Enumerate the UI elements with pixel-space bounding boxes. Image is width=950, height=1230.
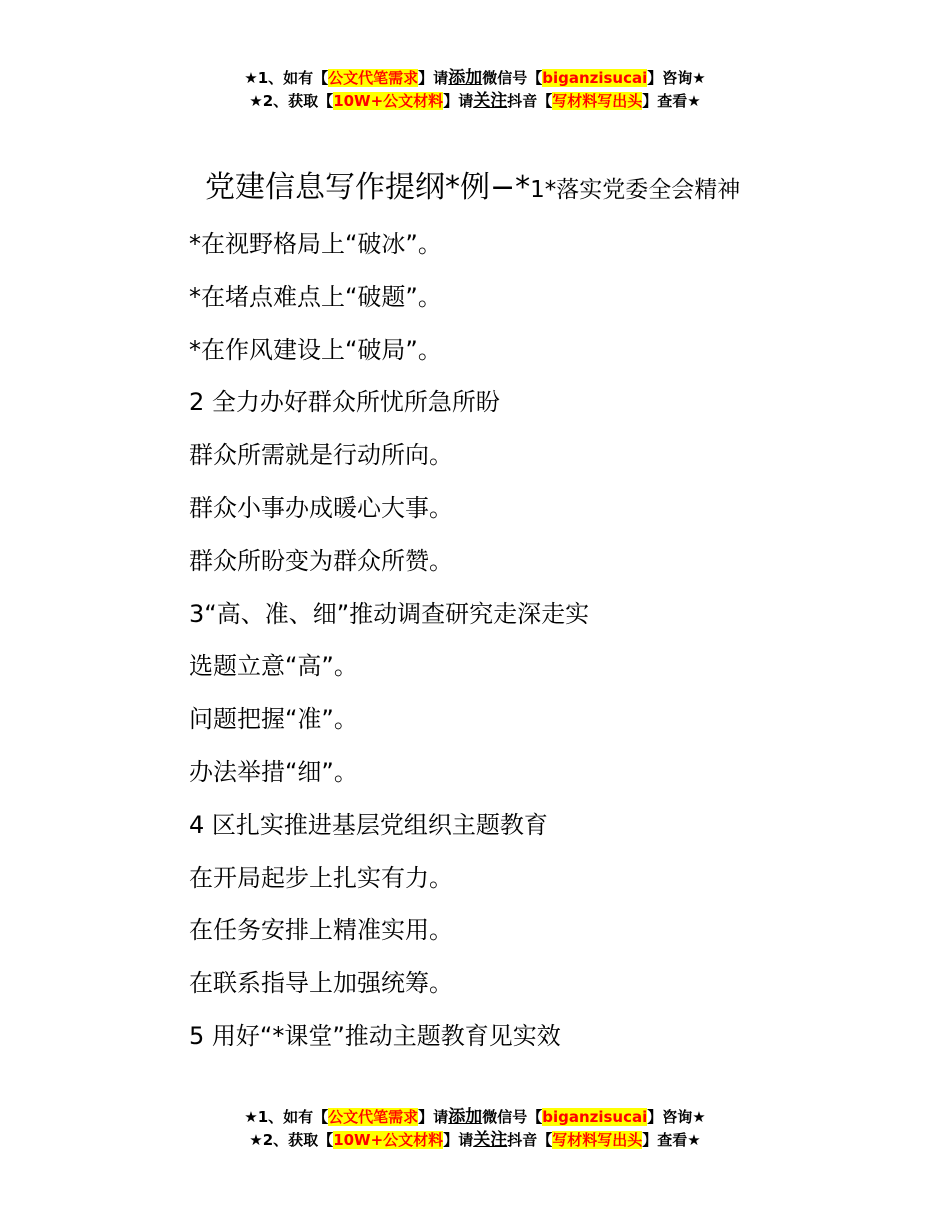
banner-text: ★1、如有【 xyxy=(244,69,329,87)
title-main: 党建信息写作提纲*例−* xyxy=(205,170,531,205)
banner-line-2 xyxy=(0,90,950,113)
banner-underlined-text: 添加 xyxy=(448,68,483,88)
banner-text: 微信号【 xyxy=(482,69,543,87)
banner-line-1 xyxy=(0,67,950,90)
banner-underlined-text: 关注 xyxy=(473,91,508,111)
banner-text: 】查看★ xyxy=(642,1131,701,1149)
banner-highlight: 写材料写出头 xyxy=(552,92,643,110)
body-line: 选题立意“高”。 xyxy=(189,652,358,681)
banner-text: 】咨询★ xyxy=(647,1108,706,1126)
section-heading: 5 用好“*课堂”推动主题教育见实效 xyxy=(189,1021,561,1050)
body-line: 群众所盼变为群众所赞。 xyxy=(189,546,453,575)
banner-highlight: 公文代笔需求 xyxy=(328,69,419,87)
section-heading: 4 区扎实推进基层党组织主题教育 xyxy=(189,810,548,839)
body-line: 问题把握“准”。 xyxy=(189,705,358,734)
section-heading: 3“高、准、细”推动调查研究走深走实 xyxy=(189,599,590,628)
banner-text: 】查看★ xyxy=(642,92,701,110)
body-line: 在开局起步上扎实有力。 xyxy=(189,863,453,892)
body-line: 办法举措“细”。 xyxy=(189,757,358,786)
banner-text: ★2、获取【 xyxy=(249,92,334,110)
banner-highlight: biganzisucai xyxy=(542,1108,648,1126)
title-sub: 1*落实党委全会精神 xyxy=(530,177,741,203)
banner-underlined-text: 关注 xyxy=(473,1130,508,1150)
document-body xyxy=(189,224,589,1069)
body-line: 群众小事办成暖心大事。 xyxy=(189,493,453,522)
document-title xyxy=(205,168,740,210)
banner-highlight: 公文代笔需求 xyxy=(328,1108,419,1126)
body-line: 在联系指导上加强统筹。 xyxy=(189,969,453,998)
banner-highlight: 10W+公文材料 xyxy=(333,92,444,110)
banner-text: 】咨询★ xyxy=(647,69,706,87)
banner-highlight: biganzisucai xyxy=(542,69,648,87)
body-line: *在视野格局上“破冰”。 xyxy=(189,230,442,258)
section-heading: 2 全力办好群众所忧所急所盼 xyxy=(189,388,500,417)
banner-text: 抖音【 xyxy=(507,92,553,110)
banner-highlight: 写材料写出头 xyxy=(552,1131,643,1149)
banner-text: 微信号【 xyxy=(482,1108,543,1126)
banner-text: 抖音【 xyxy=(507,1131,553,1149)
banner-text: 】请 xyxy=(443,1131,474,1149)
body-line: 群众所需就是行动所向。 xyxy=(189,441,453,470)
banner-underlined-text: 添加 xyxy=(448,1107,483,1127)
body-line: *在作风建设上“破局”。 xyxy=(189,335,442,364)
body-line: 在任务安排上精准实用。 xyxy=(189,916,453,945)
banner-text: 】请 xyxy=(443,92,474,110)
body-line: *在堵点难点上“破题”。 xyxy=(189,282,442,311)
header-banner xyxy=(0,67,950,113)
banner-text: 】请 xyxy=(418,69,449,87)
banner-text: ★2、获取【 xyxy=(249,1131,334,1149)
banner-text: ★1、如有【 xyxy=(244,1108,329,1126)
banner-text: 】请 xyxy=(418,1108,449,1126)
footer-banner xyxy=(0,1106,950,1152)
banner-line-2 xyxy=(0,1129,950,1152)
banner-line-1 xyxy=(0,1106,950,1129)
banner-highlight: 10W+公文材料 xyxy=(333,1131,444,1149)
